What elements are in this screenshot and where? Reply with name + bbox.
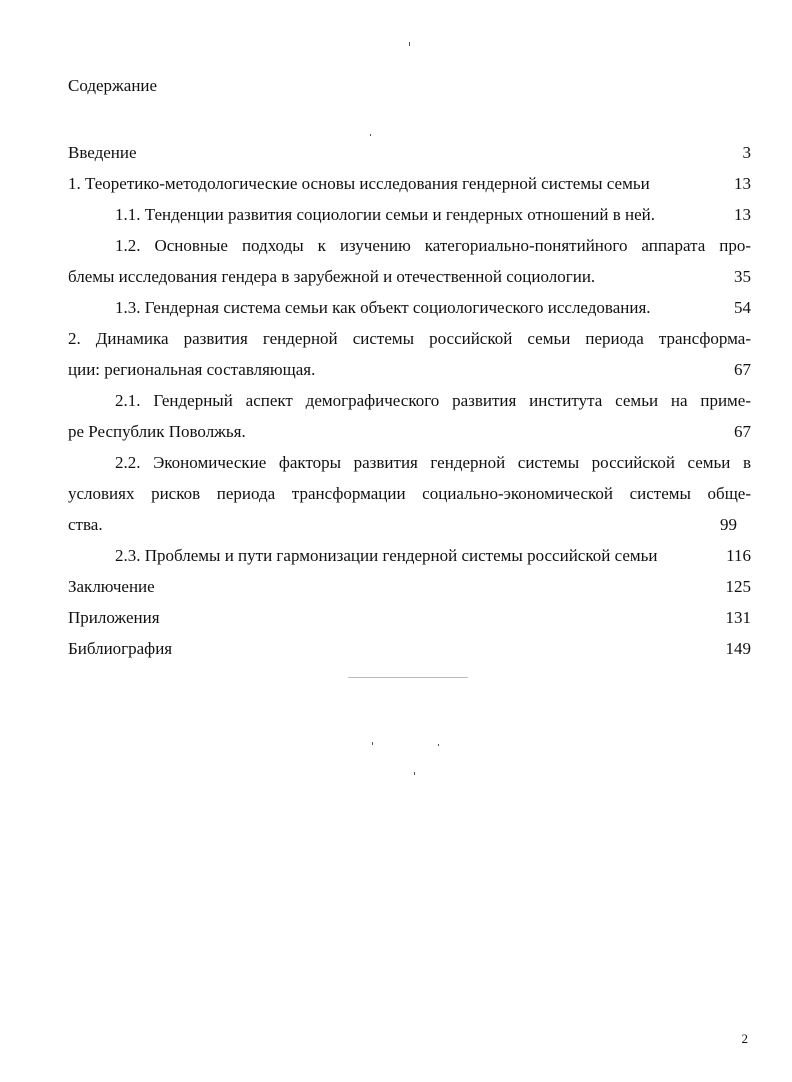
toc-entry-title-line: блемы исследования гендера в зарубежной и отечественной социологии. (68, 267, 596, 286)
toc-entry-title-line: 2.2. Экономические факторы развития гендерной системы российской семьи в (115, 453, 751, 472)
toc-entry-section-1-2 (68, 230, 751, 292)
toc-entry-section-2-1 (68, 385, 751, 447)
toc-heading: Содержание (68, 76, 158, 95)
scan-speck (409, 42, 410, 46)
scan-speck (370, 134, 371, 136)
toc-entry-page: 35 (734, 267, 751, 286)
toc-entry-page: 13 (734, 205, 751, 224)
toc-entry-title-line: условиях рисков периода трансформации социально-экономической системы обще- (68, 484, 751, 503)
toc-entry-page: 67 (734, 422, 751, 441)
scan-speck (372, 742, 373, 745)
toc-entry-chapter-2 (68, 323, 751, 385)
toc-entry-title: Библиография (68, 639, 173, 658)
toc-entry-section-1-3 (68, 292, 751, 323)
toc-entry-title-line: 1.2. Основные подходы к изучению категориально-понятийного аппарата про- (115, 236, 751, 255)
toc-entry-chapter-1 (68, 168, 751, 199)
toc-entry-title-line: ции: региональная составляющая. (68, 360, 316, 379)
toc-entry-conclusion (68, 571, 751, 602)
toc-entry-title-last-line (68, 509, 751, 540)
toc-entry-section-1-1 (68, 199, 751, 230)
table-of-contents (68, 137, 751, 664)
toc-entry-title: 1.1. Тенденции развития социологии семьи и гендерных отношений в ней. (115, 205, 655, 224)
toc-entry-page: 3 (742, 143, 751, 162)
toc-entry-title-line: ства. (68, 515, 103, 534)
toc-entry-page: 116 (726, 546, 751, 565)
toc-entry-appendices (68, 602, 751, 633)
toc-entry-page: 13 (734, 174, 751, 193)
toc-entry-title-line: 2. Динамика развития гендерной системы российской семьи периода трансформа- (68, 329, 751, 348)
toc-entry-title-last-line (68, 416, 751, 447)
toc-entry-title-last-line (68, 354, 751, 385)
toc-entry-page: 99 (720, 515, 737, 534)
toc-entry-section-2-2 (68, 447, 751, 540)
page-number: 2 (741, 1031, 748, 1046)
toc-entry-title-last-line (68, 261, 751, 292)
toc-entry-section-2-3 (68, 540, 751, 571)
toc-entry-bibliography (68, 633, 751, 664)
scan-speck (414, 772, 415, 775)
toc-entry-title-line: ре Республик Поволжья. (68, 422, 246, 441)
toc-entry-title: 1.3. Гендерная система семьи как объект социологического исследования. (115, 298, 651, 317)
toc-entry-page: 67 (734, 360, 751, 379)
toc-entry-page: 131 (725, 608, 751, 627)
toc-entry-title: 2.3. Проблемы и пути гармонизации гендерной системы российской семьи (115, 546, 658, 565)
toc-entry-title: Приложения (68, 608, 160, 627)
toc-entry-page: 149 (725, 639, 751, 658)
toc-entry-page: 54 (734, 298, 751, 317)
toc-entry-title: Заключение (68, 577, 155, 596)
scan-speck (348, 677, 468, 678)
toc-entry-page: 125 (725, 577, 751, 596)
toc-entry-intro (68, 137, 751, 168)
toc-entry-title-line: 2.1. Гендерный аспект демографического развития института семьи на приме- (115, 391, 751, 410)
scan-speck (438, 744, 439, 746)
toc-entry-title: Введение (68, 143, 137, 162)
toc-entry-title: 1. Теоретико-методологические основы исследования гендерной системы семьи (68, 174, 650, 193)
